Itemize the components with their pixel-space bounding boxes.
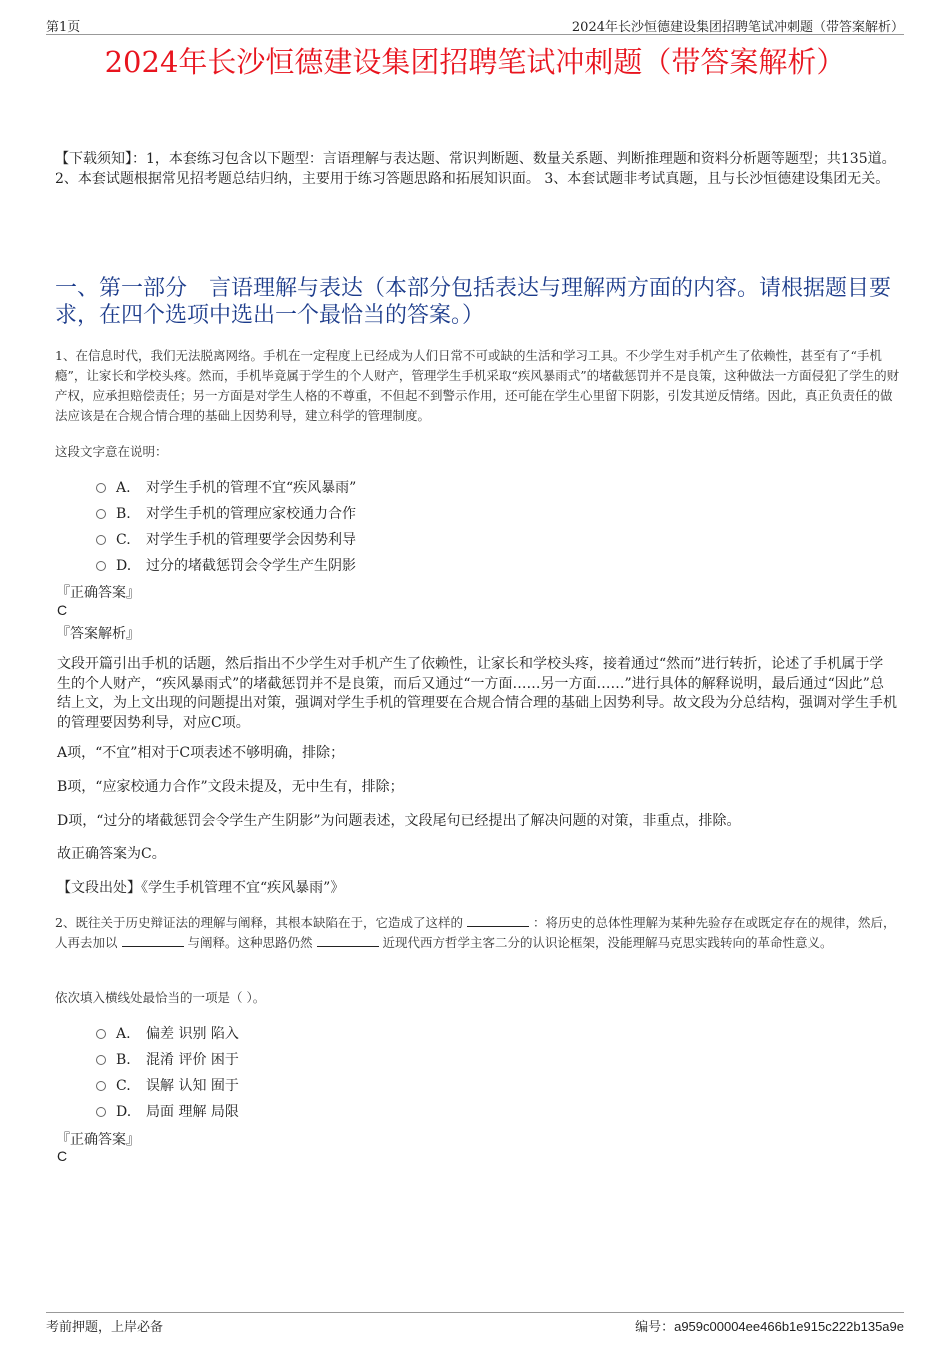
analysis-paragraph: A项，“不宜”相对于C项表述不够明确，排除； (57, 745, 345, 761)
analysis-paragraph: 文段开篇引出手机的话题，然后指出不少学生对手机产生了依赖性，让家长和学校头疼，接着通过“然而”进行转折，论述了手机属于学生的个人财产，“疾风暴雨式”的堵截惩罚并不是良策，而后又通过“一方面……另一方面……”进行具体的解释说明，最后通过“因此”总结上文，为上文出现的问题提出对策，强调对学生手机的管理要在合规合情合理的基础上因势利导。故文段为分总结构，强调对学生手机的管理要因势利导，对应C项。 (57, 656, 897, 731)
answer-label: 『正确答案』 (56, 585, 140, 601)
source-citation: 【文段出处】《学生手机管理不宜“疾风暴雨”》 (57, 880, 345, 896)
option-d[interactable]: D. 局面 理解 局限 (96, 1101, 239, 1121)
option-c[interactable]: C. 误解 认知 囿于 (96, 1075, 239, 1095)
radio-icon[interactable] (96, 535, 106, 545)
question-1-prompt: 这段文字意在说明： (55, 444, 168, 459)
option-d[interactable]: D. 过分的堵截惩罚会令学生产生阴影 (96, 555, 356, 575)
radio-icon[interactable] (96, 1029, 106, 1039)
radio-icon[interactable] (96, 483, 106, 493)
radio-icon[interactable] (96, 1055, 106, 1065)
page-footer (46, 1312, 904, 1335)
question-1-stem: 1、在信息时代，我们无法脱离网络。手机在一定程度上已经成为人们日常不可或缺的生活和学习工具。不少学生对手机产生了依赖性，甚至有了“手机瘾”，让家长和学校头疼。然而，手机毕竟属于学生的个人财产，管理学生手机采取“疾风暴雨式”的堵截惩罚并不是良策，这种做法一方面侵犯了学生的财产权，应承担赔偿责任；另一方面是对学生人格的不尊重，不但起不到警示作用，还可能在学生心里留下阴影，引发其逆反情绪。因此，真正负责任的做法应该是在合规合情合理的基础上因势利导，建立科学的管理制度。 (55, 348, 900, 423)
radio-icon[interactable] (96, 561, 106, 571)
fill-blank (317, 946, 379, 947)
question-2-stem: 2、既往关于历史辩证法的理解与阐释，其根本缺陷在于，它造成了这样的 ：将历史的总体性理解为某种先验存在或既定存在的规律，然后，人再去加以 与阐释。这种思路仍然 近现代西方哲学主客二分的认识论框架，没能理解马克思实践转向的革命性意义。 (55, 915, 896, 950)
analysis-label: 『答案解析』 (56, 626, 140, 642)
option-a[interactable]: A. 偏差 识别 陷入 (96, 1023, 239, 1043)
analysis-paragraph: 故正确答案为C。 (57, 846, 166, 862)
page-title: 2024年长沙恒德建设集团招聘笔试冲刺题（带答案解析） (104, 45, 846, 79)
section-heading: 一、第一部分 言语理解与表达（本部分包括表达与理解两方面的内容。请根据题目要求，在四个选项中选出一个最恰当的答案。） (55, 276, 892, 328)
answer-value: C (57, 1148, 68, 1164)
page-header (46, 14, 904, 35)
fill-blank (467, 926, 529, 927)
analysis-paragraph: D项，“过分的堵截惩罚会令学生产生阴影”为问题表述，文段尾句已经提出了解决问题的对策，非重点，排除。 (57, 813, 741, 829)
question-2-prompt: 依次填入横线处最恰当的一项是（ ）。 (55, 990, 266, 1005)
footer-slogan: 考前押题，上岸必备 (46, 1320, 164, 1335)
page-number: 第1页 (46, 20, 81, 35)
document-code: 编号：a959c00004ee466b1e915c222b135a9e (635, 1319, 904, 1335)
option-b[interactable]: B. 对学生手机的管理应家校通力合作 (96, 503, 356, 523)
download-notice: 【下载须知】：1，本套练习包含以下题型：言语理解与表达题、常识判断题、数量关系题、判断推理题和资料分析题等题型；共135道。 2、本套试题根据常见招考题总结归纳，主要用于练习答题思路和拓展知识面。 3、本套试题非考试真题，且与长沙恒德建设集团无关。 (55, 151, 896, 187)
analysis-paragraph: B项，“应家校通力合作”文段未提及，无中生有，排除； (57, 779, 404, 795)
radio-icon[interactable] (96, 1081, 106, 1091)
option-b[interactable]: B. 混淆 评价 困于 (96, 1049, 239, 1069)
header-title: 2024年长沙恒德建设集团招聘笔试冲刺题（带答案解析） (571, 20, 904, 35)
fill-blank (122, 946, 184, 947)
option-a[interactable]: A. 对学生手机的管理不宜“疾风暴雨” (96, 477, 356, 497)
radio-icon[interactable] (96, 509, 106, 519)
radio-icon[interactable] (96, 1107, 106, 1117)
option-c[interactable]: C. 对学生手机的管理要学会因势利导 (96, 529, 356, 549)
answer-value: C (57, 602, 68, 618)
answer-label: 『正确答案』 (56, 1132, 140, 1148)
